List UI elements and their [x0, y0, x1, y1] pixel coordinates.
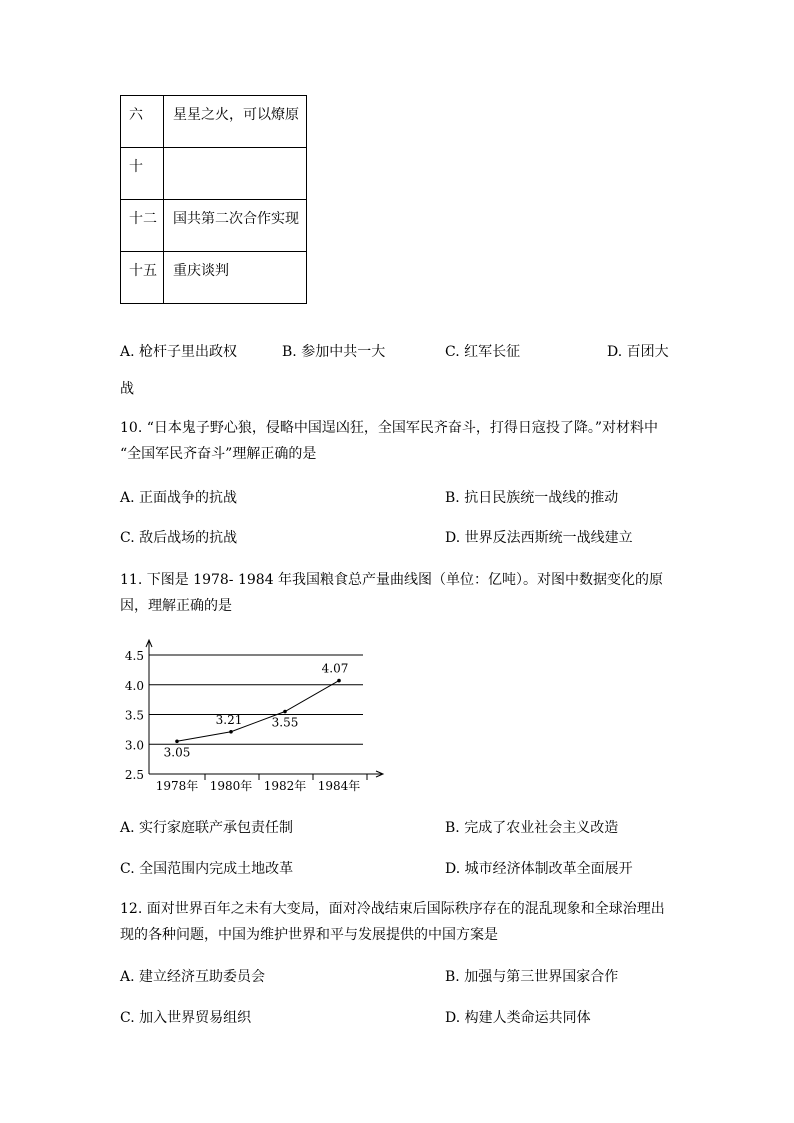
x-tick-label: 1978年	[155, 779, 199, 793]
q11-option-c: C. 全国范围内完成土地改革	[120, 861, 294, 877]
q10-stem-line1: 10. “日本鬼子野心狼，侵略中国逞凶狂，全国军民齐奋斗，打得日寇投了降。”对材料中	[120, 420, 659, 436]
q10-stem-line2: “全国军民齐奋斗”理解正确的是	[120, 446, 317, 462]
table-row	[121, 252, 307, 304]
q11-option-d: D. 城市经济体制改革全面展开	[445, 861, 633, 877]
q12-option-a: A. 建立经济互助委员会	[120, 969, 266, 985]
x-tick-label: 1982年	[263, 779, 307, 793]
q11-stem-line2: 因，理解正确的是	[120, 598, 232, 614]
data-label: 3.21	[215, 712, 243, 727]
data-point	[175, 739, 179, 743]
y-tick-label: 2.5	[124, 768, 144, 782]
table-row	[121, 96, 307, 148]
table-cell: 国共第二次合作实现	[164, 200, 307, 252]
q10-option-c: C. 敌后战场的抗战	[120, 530, 238, 546]
grain-output-line-chart	[115, 632, 395, 804]
q11-option-b: B. 完成了农业社会主义改造	[445, 820, 619, 836]
y-tick-label: 3.0	[124, 738, 144, 753]
data-point	[337, 679, 341, 683]
q12-stem-line1: 12. 面对世界百年之未有大变局，面对冷战结束后国际秩序存在的混乱现象和全球治理出	[120, 901, 665, 917]
table-cell: 六	[121, 96, 164, 148]
q10-option-d: D. 世界反法西斯统一战线建立	[445, 530, 633, 546]
q9-option-d-continued: 战	[120, 381, 134, 397]
table-cell: 十二	[121, 200, 164, 252]
q9-option-a: A. 枪杆子里出政权	[120, 344, 238, 360]
y-tick-label: 3.5	[124, 708, 144, 723]
q12-option-d: D. 构建人类命运共同体	[445, 1010, 591, 1026]
data-label: 4.07	[321, 661, 349, 676]
table-cell: 星星之火，可以燎原	[164, 96, 307, 148]
table-row	[121, 148, 307, 200]
y-tick-label: 4.5	[124, 649, 144, 663]
table-cell	[164, 148, 307, 200]
table-row	[121, 200, 307, 252]
q9-option-b: B. 参加中共一大	[282, 344, 386, 360]
q11-stem-line1: 11. 下图是 1978- 1984 年我国粮食总产量曲线图（单位：亿吨）。对图中数据变化的原	[120, 572, 664, 588]
x-tick-label: 1980年	[209, 779, 253, 793]
q12-option-b: B. 加强与第三世界国家合作	[445, 969, 619, 985]
q11-option-a: A. 实行家庭联产承包责任制	[120, 820, 294, 836]
events-table	[120, 95, 307, 304]
y-tick-label: 4.0	[124, 678, 144, 693]
q12-option-c: C. 加入世界贸易组织	[120, 1010, 252, 1026]
data-label: 3.55	[271, 715, 299, 730]
table-cell: 十	[121, 148, 164, 200]
data-label: 3.05	[163, 745, 191, 760]
q10-option-a: A. 正面战争的抗战	[120, 490, 238, 506]
x-tick-label: 1984年	[317, 779, 361, 793]
q12-stem-line2: 现的各种问题，中国为维护世界和平与发展提供的中国方案是	[120, 927, 498, 943]
table-cell: 重庆谈判	[164, 252, 307, 304]
data-point	[229, 730, 233, 734]
q9-option-d: D. 百团大	[607, 344, 669, 360]
q10-option-b: B. 抗日民族统一战线的推动	[445, 490, 619, 506]
q9-option-c: C. 红军长征	[445, 344, 521, 360]
series-line	[177, 681, 339, 742]
table-cell: 十五	[121, 252, 164, 304]
data-point	[283, 710, 287, 714]
